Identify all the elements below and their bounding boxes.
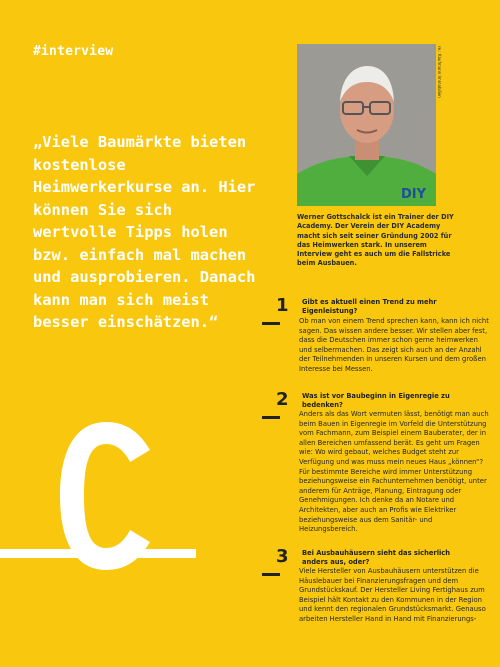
photo-caption: Werner Gottschalck ist ein Trainer der DIY Academy. Der Verein der DIY Academy macht sich seit seiner Gründung 2002 für das Heimwerken stark. In unserem Interview geht es auch um die Fallstricke beim Ausbauen. xyxy=(297,213,454,268)
number-bar xyxy=(262,416,280,419)
question: Was ist vor Baubeginn in Eigenregie zu bedenken? xyxy=(302,392,450,410)
decorative-bar xyxy=(0,549,196,558)
answer: Ob man von einem Trend sprechen kann, kann ich nicht sagen. Das wissen andere besser. Wir stellen aber fest, dass die Deutschen immer schon gerne heimwerken und selbermachen. Das zeigt sich auch an der Anzahl der Teilnehmenden in unseren Kursen und dem großen Interesse bei Messen. xyxy=(299,317,489,373)
section-tag: #interview xyxy=(33,44,114,59)
photo-credit: re.: Kaufmann Immobilien xyxy=(437,46,442,98)
answer: Viele Hersteller von Ausbauhäusern unterstützen die Häuslebauer bei Finanzierungsfragen und dem Grundstückskauf. Der Hersteller Living Fertighaus zum Beispiel hält Kontakt zu den Kommunen in der Region und kennt den regionalen Grundstücksmarkt. Genauso arbeiten Hersteller Hand in Hand mit Finanzierungs- xyxy=(299,567,486,623)
diy-logo: DIY xyxy=(401,187,427,202)
pull-quote: „Viele Baumärkte bieten kostenlose Heimwerkerkurse an. Hier können Sie sich wertvolle Tipps holen bzw. einfach mal machen und ausprobieren. Danach kann man sich meist besser einschätzen.“ xyxy=(33,133,256,331)
section-number: 3 xyxy=(276,546,289,567)
section-number: 1 xyxy=(276,295,289,316)
number-bar xyxy=(262,322,280,325)
answer: Anders als das Wort vermuten lässt, benötigt man auch beim Bauen in Eigenregie im Vorfeld die Unterstützung vom Fachmann, zum Beispiel einem Bauberater, der in allen Bereichen umfassend berät. Es geht um Fragen wie: Wo wird gebaut, welches Budget steht zur Verfügung und was muss mein neues Haus „können“? Für bestimmte Bereiche wird immer Unterstützung beziehungsweise ein Fachunternehmen benötigt, unter anderem für Anträge, Planung, Eintragung oder Genehmigungen. Ich denke da an Notare und Architekten, aber auch an Profis wie Elektriker beziehungsweise aus dem Sanitär- und Heizungsbereich. xyxy=(299,410,489,534)
question: Gibt es aktuell einen Trend zu mehr Eigenleistung? xyxy=(302,298,437,316)
number-bar xyxy=(262,573,280,576)
section-number: 2 xyxy=(276,389,289,410)
portrait-photo xyxy=(297,44,436,206)
question: Bei Ausbauhäusern sieht das sicherlich anders aus, oder? xyxy=(302,549,451,567)
